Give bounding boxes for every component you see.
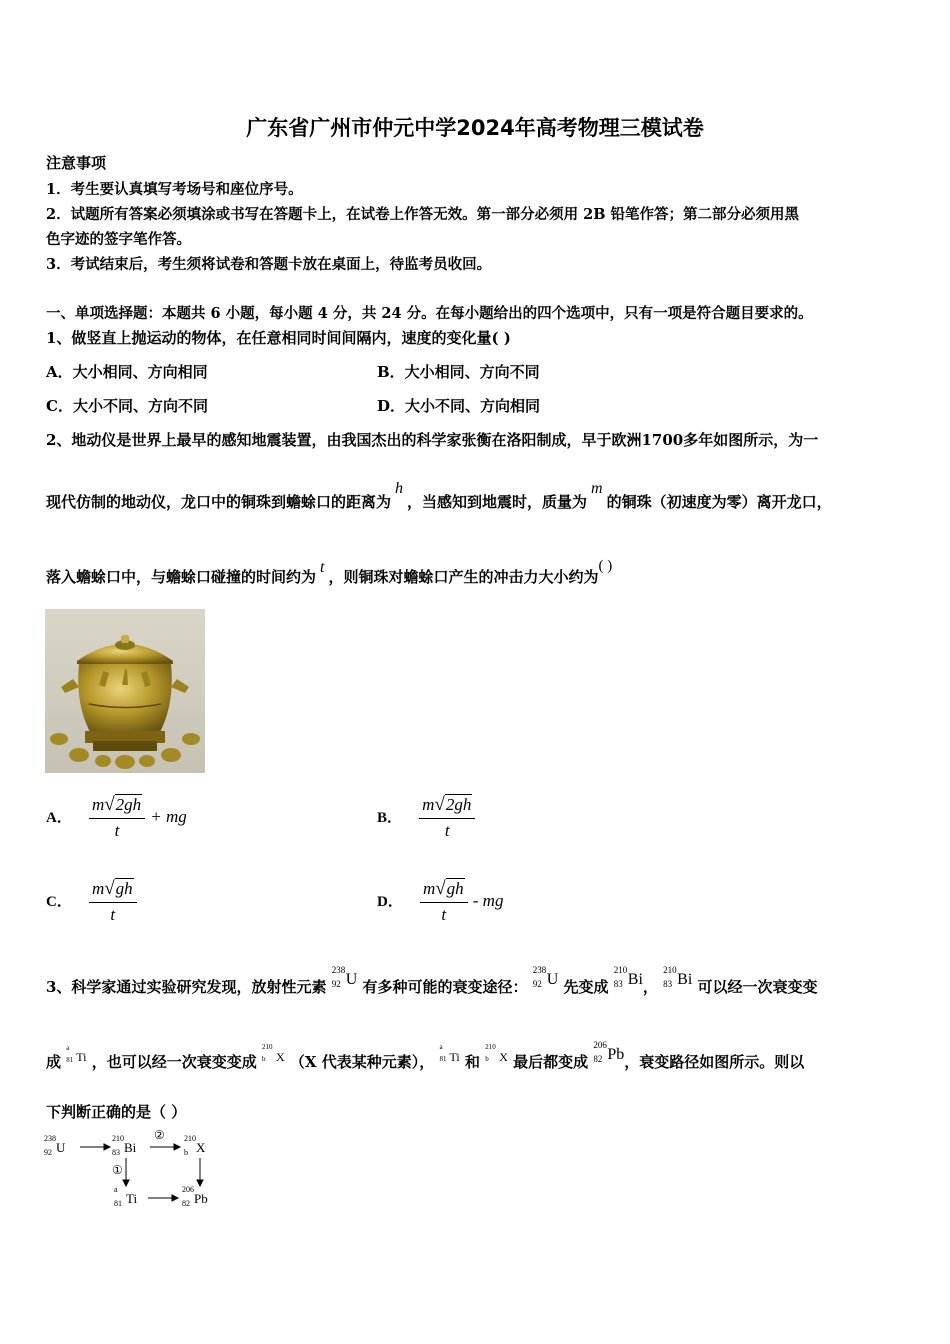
diagram-path-1-label: ① <box>112 1163 123 1177</box>
diagram-node-ti: a 81 Ti <box>114 1185 138 1208</box>
fraction: $\frac{m√2gh}{t}$ <box>419 794 475 841</box>
diagram-node-x: 210 b X <box>184 1134 206 1157</box>
question-3-line3: 下判断正确的是（ ） <box>46 1103 187 1121</box>
diagram-path-2-label: ② <box>154 1128 165 1142</box>
seismograph-image <box>45 609 205 773</box>
question-2-line2: 现代仿制的地动仪，龙口中的铜珠到蟾蜍口的距离为h，当感知到地震时，质量为m的铜珠（初速度为零）离开龙口， <box>46 480 832 511</box>
page-title: 广东省广州市仲元中学2024年高考物理三模试卷 <box>246 116 704 140</box>
q1-option-d: D．大小不同、方向相同 <box>377 397 541 415</box>
q1-option-b: B．大小相同、方向不同 <box>377 363 540 381</box>
fraction: $\frac{m√2gh}{t}$ <box>89 794 145 841</box>
diagram-node-bi210: 210 83 Bi <box>112 1134 137 1157</box>
nuclide-u238: 238 92 U <box>331 965 358 989</box>
fraction: $\frac{m√gh}{t}$ <box>420 878 468 925</box>
q2-option-b: B． $\frac{m√2gh}{t}$ <box>377 794 475 841</box>
notice-item: 1．考生要认真填写考场号和座位序号。 <box>46 181 303 198</box>
question-3-line2: 成 a 81 Ti ，也可以经一次衰变变成 210 b X （X 代表某种元素）， a 81 Ti 和 210 b X 最后都变成 206 82 Pb，衰变路径如图所示。则以 <box>46 1040 805 1071</box>
var-m: m <box>591 480 603 497</box>
nuclide-x: 210 b X <box>261 1043 285 1064</box>
var-h: h <box>395 480 404 497</box>
notice-item: 色字迹的签字笔作答。 <box>46 231 191 248</box>
answer-blank: ( ) <box>598 558 613 574</box>
q2-option-c: C． $\frac{m√gh}{t}$ <box>46 878 137 925</box>
diagram-arrows <box>44 1130 234 1215</box>
nuclide-pb206: 206 82 Pb <box>593 1040 625 1064</box>
q2-option-a: A． $\frac{m√2gh}{t}$ + mg <box>46 794 187 840</box>
q2-option-d: D． $\frac{m√gh}{t}$ - mg <box>377 878 504 924</box>
nuclide-ti: a 81 Ti <box>439 1043 460 1064</box>
section-heading: 一、单项选择题：本题共 6 小题，每小题 4 分，共 24 分。在每小题给出的四个选项中，只有一项是符合题目要求的。 <box>46 305 813 322</box>
notice-item: 3．考试结束后，考生须将试卷和答题卡放在桌面上，待监考员收回。 <box>46 256 492 273</box>
question-2-line3: 落入蟾蜍口中，与蟾蜍口碰撞的时间约为t，则铜珠对蟾蜍口产生的冲击力大小约为( ) <box>46 558 613 586</box>
nuclide-x: 210 b X <box>485 1043 508 1064</box>
nuclide-ti: a 81 Ti <box>66 1044 87 1064</box>
decay-path-diagram <box>44 1130 234 1215</box>
notice-item: 2．试题所有答案必须填涂或书写在答题卡上，在试卷上作答无效。第一部分必须用 2B 铅笔作答；第二部分必须用黑 <box>46 206 800 223</box>
nuclide-u238: 238 92 U <box>532 965 559 989</box>
nuclide-bi210: 210 83 Bi <box>663 965 693 989</box>
notice-heading: 注意事项 <box>46 154 107 172</box>
question-2-line1: 2、地动仪是世界上最早的感知地震装置，由我国杰出的科学家张衡在洛阳制成，早于欧洲1700多年如图所示，为一 <box>46 431 819 449</box>
question-1-stem: 1、做竖直上抛运动的物体，在任意相同时间间隔内，速度的变化量( ) <box>46 329 511 347</box>
question-3-line1: 3、科学家通过实验研究发现，放射性元素 238 92 U 有多种可能的衰变途径： 238 92 U 先变成 210 83 Bi， 210 83 Bi 可以经一次衰变变 <box>46 965 818 996</box>
var-t: t <box>320 559 325 576</box>
diagram-node-u238: 238 92 U <box>44 1134 66 1157</box>
q1-option-a: A．大小相同、方向相同 <box>46 363 208 381</box>
diagram-node-pb206: 206 82 Pb <box>182 1185 208 1208</box>
q1-option-c: C．大小不同、方向不同 <box>46 397 208 415</box>
fraction: $\frac{m√gh}{t}$ <box>89 878 137 925</box>
nuclide-bi210: 210 83 Bi <box>613 965 643 989</box>
